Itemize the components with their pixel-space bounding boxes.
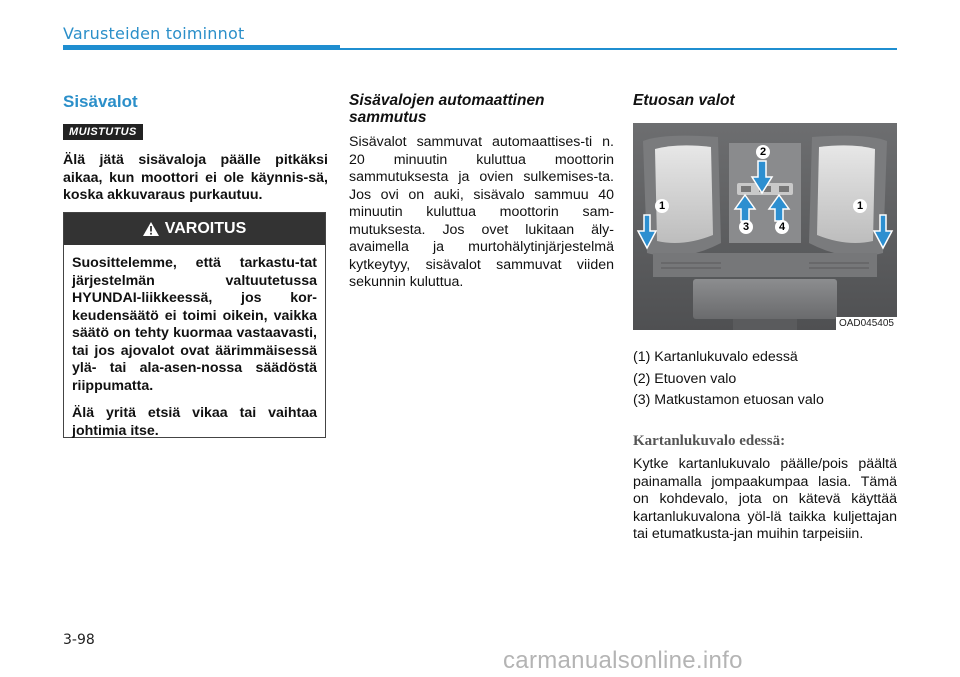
list-item: (3) Matkustamon etuosan valo <box>633 392 824 408</box>
page-number: 3-98 <box>63 632 95 648</box>
warning-body <box>64 245 325 440</box>
notice-text: Älä jätä sisävaloja päälle pitkäksi aikaa, kun moottori ei ole käynnis-sä, koska akkuvaraus purkautuu. <box>63 152 328 203</box>
section-title-front-lights: Etuosan valot <box>633 92 735 109</box>
figure-code: OAD045405 <box>836 317 897 330</box>
auto-off-body: Sisävalot sammuvat automaattises-ti n. 20 minuutin kuluttua moottorin sammutuksesta ja ovien sulkemises-ta. Jos ovi on auki, sisävalo sammuu 40 minuutin kuluttua moottorin sam-mutuksesta. Jos ovet lukitaan äly-avaimella ja murtohälytinjärjestelmä kytkeytyy, sisävalot sammuvat viiden sekunnin kuluttua. <box>349 134 614 290</box>
column-front-lights <box>633 92 898 109</box>
overhead-console-figure <box>633 123 897 330</box>
watermark: carmanualsonline.info <box>503 647 743 674</box>
figure-label-mid-right: 4 <box>775 220 789 234</box>
header-rule-thick <box>63 45 340 50</box>
front-lights-list <box>633 347 824 412</box>
warning-triangle-icon <box>143 222 159 236</box>
column-auto-off <box>349 92 614 292</box>
notice-badge: MUISTUTUS <box>63 124 143 140</box>
warning-label: VAROITUS <box>164 220 247 237</box>
figure-label-left: 1 <box>655 199 669 213</box>
warning-box <box>63 212 326 438</box>
warning-paragraph-1: Suosittelemme, että tarkastu-tat järjestelmän valtuutetussa HYUNDAI-liikkeessä, jos kor-keudensäätö ei toimi oikein, vaikka säätö on tehty kuormaa vastaavasti, tai jos ajovalot ovat äärimmäisessä ylä- tai ala-asen-nossa säädöstä riippumatta. <box>72 255 317 394</box>
map-light-description: Kytke kartanlukuvalo päälle/pois päältä painamalla jompaakumpaa lasia. Tämä on kohdevalo, jota on kätevä käyttää kartanlukuvalona yöl-lä taikka kuljettajan tai etumatkusta-jan muihin tarpeisiin. <box>633 456 897 542</box>
column-interior-lights <box>63 92 328 205</box>
warning-header <box>64 213 325 245</box>
figure-label-top: 2 <box>756 145 770 159</box>
list-item: (2) Etuoven valo <box>633 370 737 387</box>
figure-label-right: 1 <box>853 199 867 213</box>
warning-paragraph-2: Älä yritä etsiä vikaa tai vaihtaa johtimia itse. <box>72 405 317 439</box>
section-title-interior-lights: Sisävalot <box>63 92 138 111</box>
list-item: (1) Kartanlukuvalo edessä <box>633 349 798 365</box>
figure-label-mid-left: 3 <box>739 220 753 234</box>
section-title-auto-off: Sisävalojen automaattinen sammutus <box>349 92 545 126</box>
subhead-map-light: Kartanlukuvalo edessä: <box>633 433 786 449</box>
header-section-title: Varusteiden toiminnot <box>63 24 245 43</box>
header-rule-thin <box>340 48 897 50</box>
